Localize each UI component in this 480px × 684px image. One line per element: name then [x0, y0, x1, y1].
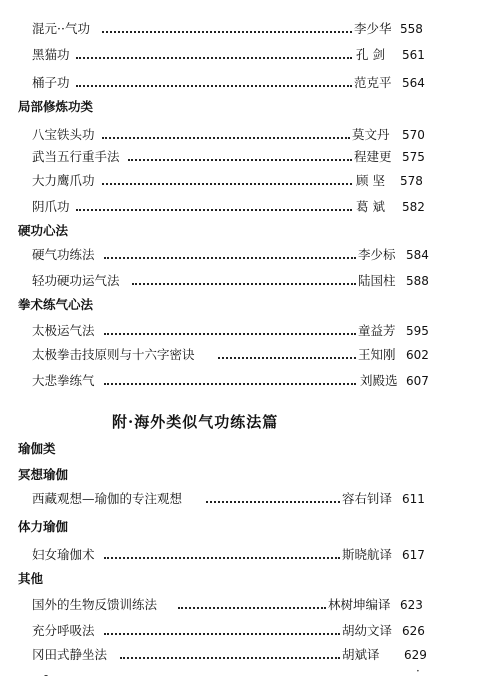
- dot-leader: [104, 633, 340, 635]
- toc-entry: [0, 546, 480, 564]
- appendix-heading: 附·海外类似气功练法篇: [112, 413, 279, 431]
- toc-entry: [0, 346, 480, 364]
- dot-leader: [178, 607, 326, 609]
- entry-author: 孔 剑: [356, 47, 385, 62]
- entry-page: 607: [406, 374, 429, 388]
- entry-author: 童益芳: [358, 323, 396, 338]
- entry-page: 570: [402, 128, 425, 142]
- entry-title: 桶子功: [32, 75, 70, 90]
- toc-entry: [0, 272, 480, 290]
- entry-page: 602: [406, 348, 429, 362]
- entry-title: 大悲拳练气: [32, 373, 95, 388]
- entry-author: 范克平: [354, 75, 392, 90]
- scan-speck: -: [44, 668, 49, 682]
- entry-author: 王知刚: [358, 347, 396, 362]
- entry-page: 575: [402, 150, 425, 164]
- entry-author: 莫文丹: [352, 127, 390, 142]
- entry-author: 林树坤编译: [328, 597, 391, 612]
- entry-page: 623: [400, 598, 423, 612]
- entry-title: 国外的生物反馈训练法: [32, 597, 158, 612]
- entry-page: 564: [402, 76, 425, 90]
- entry-page: 629: [404, 648, 427, 662]
- entry-page: 595: [406, 324, 429, 338]
- toc-entry: [0, 322, 480, 340]
- entry-author: 李少标: [358, 247, 396, 262]
- toc-entry: [0, 148, 480, 166]
- dot-leader: [128, 159, 352, 161]
- entry-author: 顾 坚: [356, 173, 385, 188]
- toc-entry: [0, 622, 480, 640]
- entry-title: 冈田式静坐法: [32, 647, 108, 662]
- entry-author: 胡幼文译: [342, 623, 393, 638]
- entry-title: 混元··气功: [32, 21, 90, 36]
- entry-page: 584: [406, 248, 429, 262]
- entry-author: 刘殿选: [360, 373, 398, 388]
- dot-leader: [76, 85, 352, 87]
- dot-leader: [218, 357, 356, 359]
- entry-author: 陆国柱: [358, 273, 396, 288]
- dot-leader: [102, 137, 350, 139]
- dot-leader: [102, 31, 352, 33]
- entry-title: 西藏观想—瑜伽的专注观想: [32, 491, 183, 506]
- dot-leader: [104, 383, 356, 385]
- toc-entry: [0, 372, 480, 390]
- toc-entry: [0, 198, 480, 216]
- entry-title: 太极拳击技原则与十六字密诀: [32, 347, 195, 362]
- entry-author: 葛 斌: [356, 199, 385, 214]
- entry-author: 胡斌译: [342, 647, 380, 662]
- toc-entry: [0, 172, 480, 190]
- entry-page: 626: [402, 624, 425, 638]
- dot-leader: [76, 57, 352, 59]
- entry-page: 561: [402, 48, 425, 62]
- entry-title: 阴爪功: [32, 199, 70, 214]
- entry-title: 黑猫功: [32, 47, 70, 62]
- entry-title: 充分呼吸法: [32, 623, 95, 638]
- dot-leader: [104, 257, 356, 259]
- entry-page: 558: [400, 22, 423, 36]
- section-title: 局部修炼功类: [18, 99, 94, 114]
- entry-title: 轻功硬功运气法: [32, 273, 120, 288]
- entry-author: 容右钊译: [342, 491, 393, 506]
- section-title: 拳术练气心法: [18, 297, 94, 312]
- entry-title: 大力鹰爪功: [32, 173, 95, 188]
- toc-entry: [0, 490, 480, 508]
- dot-leader: [206, 501, 340, 503]
- entry-page: 578: [400, 174, 423, 188]
- toc-entry: [0, 20, 480, 38]
- section-title: 其他: [18, 571, 44, 586]
- toc-entry: [0, 126, 480, 144]
- entry-page: 582: [402, 200, 425, 214]
- subsection-title: 冥想瑜伽: [18, 467, 69, 482]
- section-title: 硬功心法: [18, 223, 69, 238]
- entry-page: 617: [402, 548, 425, 562]
- toc-entry: [0, 46, 480, 64]
- entry-page: 588: [406, 274, 429, 288]
- entry-author: 程建更: [354, 149, 392, 164]
- entry-title: 妇女瑜伽术: [32, 547, 95, 562]
- subsection-title: 体力瑜伽: [18, 519, 69, 534]
- dot-leader: [104, 557, 340, 559]
- toc-entry: [0, 74, 480, 92]
- dot-leader: [76, 209, 352, 211]
- scan-speck: ·: [416, 664, 420, 678]
- entry-title: 武当五行重手法: [32, 149, 120, 164]
- toc-entry: [0, 246, 480, 264]
- dot-leader: [120, 657, 340, 659]
- entry-title: 硬气功练法: [32, 247, 95, 262]
- dot-leader: [102, 183, 352, 185]
- entry-author: 斯晓航译: [342, 547, 393, 562]
- entry-page: 611: [402, 492, 425, 506]
- toc-entry: [0, 596, 480, 614]
- entry-title: 太极运气法: [32, 323, 95, 338]
- dot-leader: [132, 283, 356, 285]
- entry-author: 李少华: [354, 21, 392, 36]
- entry-title: 八宝铁头功: [32, 127, 95, 142]
- dot-leader: [104, 333, 356, 335]
- toc-entry: [0, 646, 480, 664]
- section-title: 瑜伽类: [18, 441, 56, 456]
